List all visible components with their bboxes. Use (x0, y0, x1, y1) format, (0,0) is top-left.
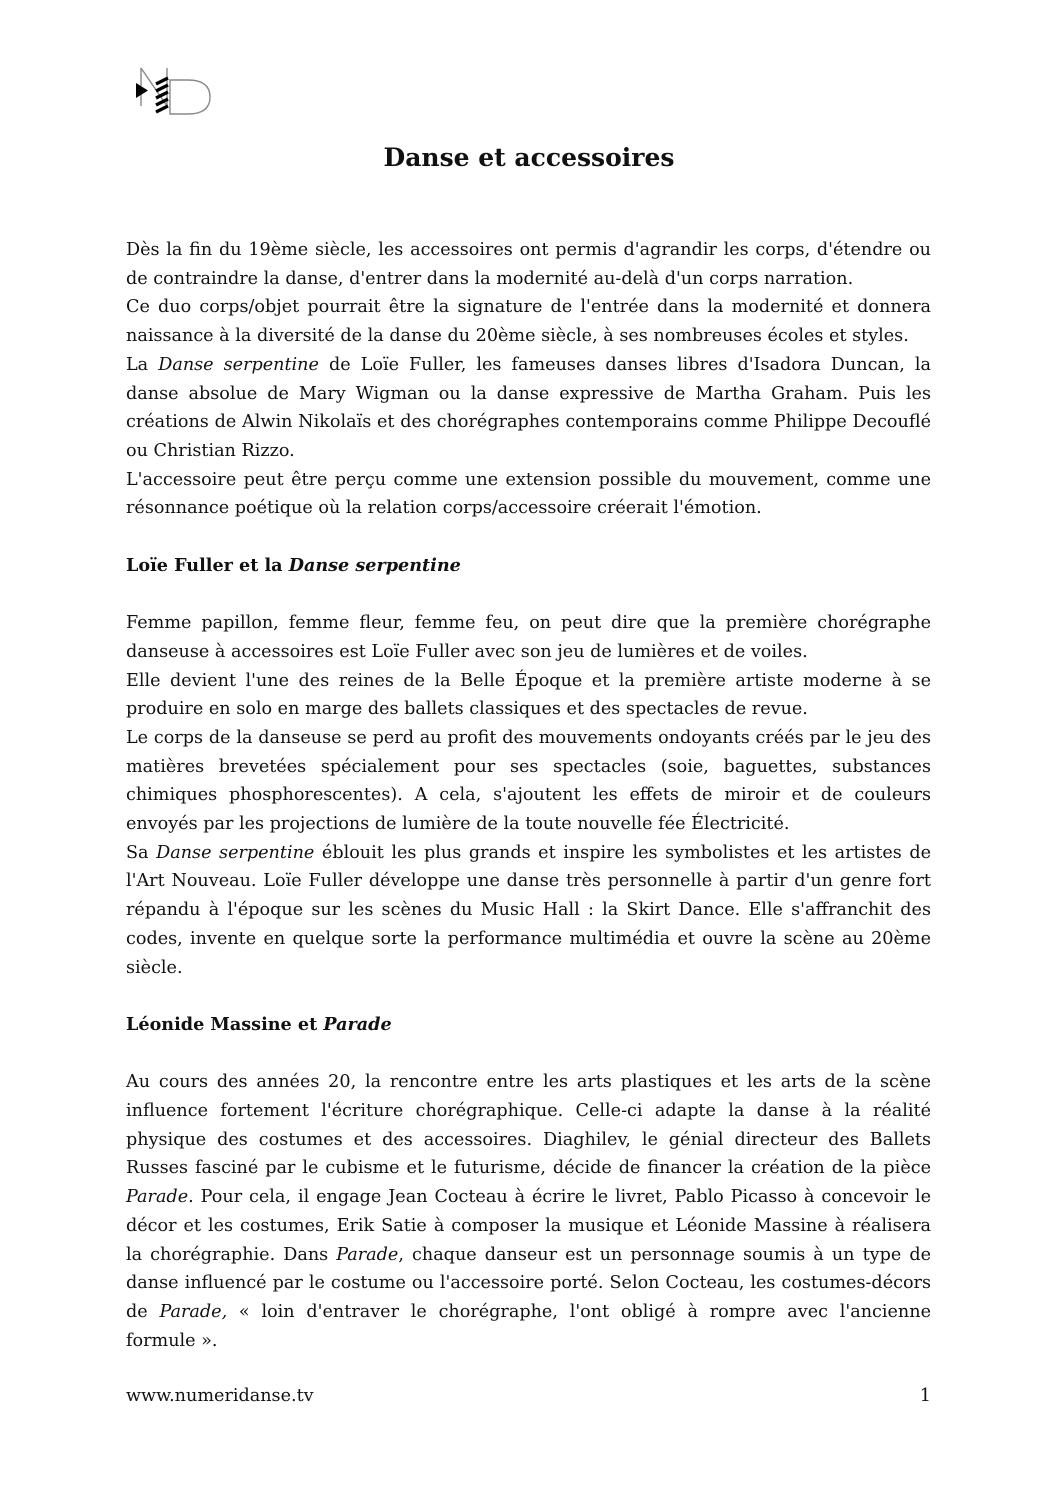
section1-paragraph-3: Le corps de la danseuse se perd au profit des mouvements ondoyants créés par le jeu des matières brevetées spécialement pour ses spectacles (soie, baguettes, substances chimiques phosphorescentes). A cela, s'ajoutent les effets de miroir et de couleurs envoyés par les projections de lumière de la toute nouvelle fée Électricité. (126, 727, 931, 835)
section2-p1-text-b: . Pour cela, il engage Jean Cocteau à écrire le livret, Pablo Picasso à concevoir le décor et les costumes, Erik Satie à composer la musique et Léonide Massine à réalisera la chorégraphie. Dans (126, 1187, 931, 1265)
section1-p4-text-b: éblouit les plus grands et inspire les symbolistes et les artistes de l'Art Nouveau. Loïe Fuller développe une danse très personnelle à partir d'un genre fort répandu à l'époque sur les scènes du Music Hall : la Skirt Dance. Elle s'affranchit des codes, invente en quelque sorte la performance multimédia et ouvre la scène au 20ème siècle. (126, 842, 931, 978)
section1-paragraph-2: Elle devient l'une des reines de la Belle Époque et la première artiste moderne à se produire en solo en marge des ballets classiques et des spectacles de revue. (126, 670, 931, 720)
intro-p3-italic: Danse serpentine (158, 354, 319, 375)
section2-paragraph-1 (126, 1068, 931, 1355)
section2-heading-italic: Parade (323, 1013, 392, 1035)
document-title: Danse et accessoires (383, 143, 675, 172)
section1-p4-italic: Danse serpentine (156, 842, 315, 863)
intro-p3-text-a: La (126, 354, 159, 375)
document-body (126, 236, 931, 1355)
section2-p1-italic-3: Parade, (159, 1301, 228, 1322)
intro-paragraph-1: Dès la fin du 19ème siècle, les accessoires ont permis d'agrandir les corps, d'étendre ou de contraindre la danse, d'entrer dans la modernité au-delà d'un corps narration. (126, 240, 931, 289)
section2-p1-italic-1: Parade (126, 1187, 189, 1208)
section1-heading-text: Loïe Fuller et la (126, 554, 289, 576)
intro-paragraph-4: L'accessoire peut être perçu comme une extension possible du mouvement, comme une résonnance poétique où la relation corps/accessoire créerait l'émotion. (126, 469, 931, 519)
section2-heading-text: Léonide Massine et (126, 1013, 324, 1035)
section1-paragraph-1: Femme papillon, femme fleur, femme feu, on peut dire que la première chorégraphe danseuse à accessoires est Loïe Fuller avec son jeu de lumières et de voiles. (126, 613, 931, 662)
section2-p1-text-c: , chaque danseur est un personnage soumis à un type de danse influencé par le costume ou l'accessoire porté. Selon Cocteau, les costumes-décors de (126, 1244, 931, 1322)
page-number: 1 (919, 1386, 931, 1406)
numeridanse-logo-icon (134, 66, 214, 116)
section1-p4-text-a: Sa (126, 842, 157, 863)
section1-paragraph-4 (126, 839, 931, 983)
intro-paragraph-2: Ce duo corps/objet pourrait être la signature de l'entrée dans la modernité et donnera naissance à la diversité de la danse du 20ème siècle, à ses nombreuses écoles et styles. (126, 297, 931, 347)
section-heading-leonide-massine (126, 1011, 931, 1040)
section2-p1-text-d: « loin d'entraver le chorégraphe, l'ont obligé à rompre avec l'ancienne formule ». (126, 1301, 931, 1351)
intro-paragraph-3 (126, 351, 931, 466)
intro-p3-text-b: de Loïe Fuller, les fameuses danses libres d'Isadora Duncan, la danse absolue de Mary Wigman ou la danse expressive de Martha Graham. Puis les créations de Alwin Nikolaïs et des chorégraphes contemporains comme Philippe Decouflé ou Christian Rizzo. (126, 354, 931, 461)
section1-heading-italic: Danse serpentine (288, 554, 461, 576)
section2-p1-text-a: Au cours des années 20, la rencontre entre les arts plastiques et les arts de la scène influence fortement l'écriture chorégraphique. Celle-ci adapte la danse à la réalité physique des costumes et des accessoires. Diaghilev, le génial directeur des Ballets Russes fasciné par le cubisme et le futurisme, décide de financer la création de la pièce (126, 1072, 931, 1179)
section-heading-loie-fuller (126, 552, 931, 581)
section2-p1-italic-2: Parade (336, 1244, 399, 1265)
footer-url: www.numeridanse.tv (126, 1386, 314, 1406)
